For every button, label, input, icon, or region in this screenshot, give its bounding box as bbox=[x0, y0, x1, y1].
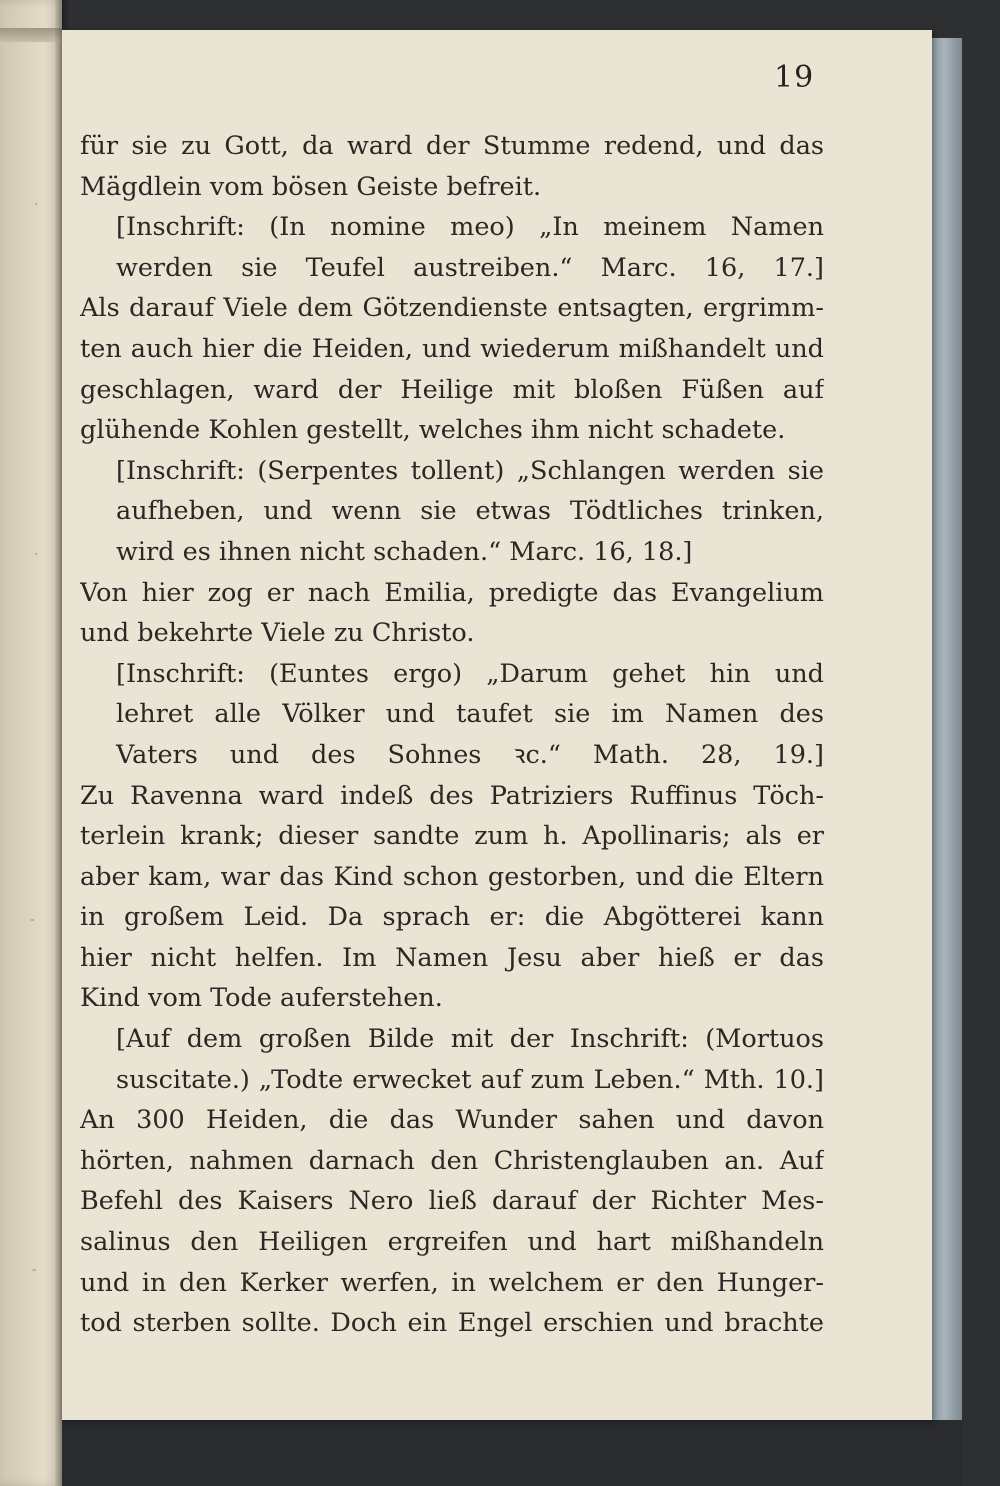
text-line: Als darauf Viele dem Götzendienste entsagten, ergrimm- bbox=[80, 293, 824, 324]
margin-mark: ˗ bbox=[32, 1262, 37, 1278]
text-line: und in den Kerker werfen, in welchem er den Hunger- bbox=[80, 1267, 824, 1298]
text-line: An 300 Heiden, die das Wunder sahen und davon bbox=[80, 1105, 824, 1136]
text-line: und bekehrte Viele zu Christo. bbox=[80, 618, 475, 649]
text-line: [Inschrift: (In nomine meo) „In meinem Namen bbox=[116, 212, 824, 243]
text-line: terlein krank; dieser sandte zum h. Apollinaris; als er bbox=[80, 821, 824, 852]
margin-mark: ˗ bbox=[30, 912, 35, 928]
text-line: aber kam, war das Kind schon gestorben, und die Eltern bbox=[80, 861, 824, 892]
page-number: 19 bbox=[774, 60, 815, 95]
left-page-edge bbox=[0, 0, 62, 1486]
text-line: Befehl des Kaisers Nero ließ darauf der Richter Mes- bbox=[80, 1186, 824, 1217]
left-page-top-edge bbox=[0, 28, 62, 42]
text-line: lehret alle Völker und taufet sie im Namen des bbox=[116, 699, 824, 730]
text-line: glühende Kohlen gestellt, welches ihm nicht schadete. bbox=[80, 415, 786, 446]
text-line: aufheben, und wenn sie etwas Tödtliches trinken, bbox=[116, 496, 824, 527]
text-line: Von hier zog er nach Emilia, predigte das Evangelium bbox=[80, 577, 824, 608]
page-text bbox=[80, 126, 824, 1344]
text-line: [Inschrift: (Euntes ergo) „Darum gehet hin und bbox=[116, 658, 824, 689]
text-line: Zu Ravenna ward indeß des Patriziers Ruffinus Töch- bbox=[80, 780, 824, 811]
text-line: suscitate.) „Todte erwecket auf zum Leben.“ Mth. 10.] bbox=[116, 1064, 824, 1095]
bottom-shadow bbox=[62, 1420, 962, 1486]
text-line: hier nicht helfen. Im Namen Jesu aber hieß er das bbox=[80, 942, 824, 973]
text-line: werden sie Teufel austreiben.“ Marc. 16, 17.] bbox=[116, 252, 824, 283]
text-line: Kind vom Tode auferstehen. bbox=[80, 983, 443, 1014]
text-line: ten auch hier die Heiden, und wiederum mißhandelt und bbox=[80, 333, 824, 364]
book-cover-edge bbox=[928, 38, 962, 1422]
text-line: für sie zu Gott, da ward der Stumme redend, und das bbox=[80, 131, 824, 161]
margin-mark: ˏ bbox=[34, 190, 39, 206]
margin-mark: ˏ bbox=[34, 540, 39, 556]
text-line: Mägdlein vom bösen Geiste befreit. bbox=[80, 171, 542, 202]
text-line: geschlagen, ward der Heilige mit bloßen Füßen auf bbox=[80, 374, 824, 405]
text-line: hörten, nahmen darnach den Christenglauben an. Auf bbox=[80, 1145, 824, 1176]
text-line: [Auf dem großen Bilde mit der Inschrift: (Mortuos bbox=[116, 1024, 824, 1055]
text-line: salinus den Heiligen ergreifen und hart mißhandeln bbox=[80, 1227, 824, 1258]
text-line: wird es ihnen nicht schaden.“ Marc. 16, 18.] bbox=[116, 536, 693, 567]
text-line: tod sterben sollte. Doch ein Engel erschien und brachte bbox=[80, 1308, 824, 1339]
text-line: [Inschrift: (Serpentes tollent) „Schlangen werden sie bbox=[116, 455, 824, 486]
text-line: in großem Leid. Da sprach er: die Abgötterei kann bbox=[80, 902, 824, 933]
text-line: Vaters und des Sohnes ꝛc.“ Math. 28, 19.] bbox=[116, 739, 824, 770]
